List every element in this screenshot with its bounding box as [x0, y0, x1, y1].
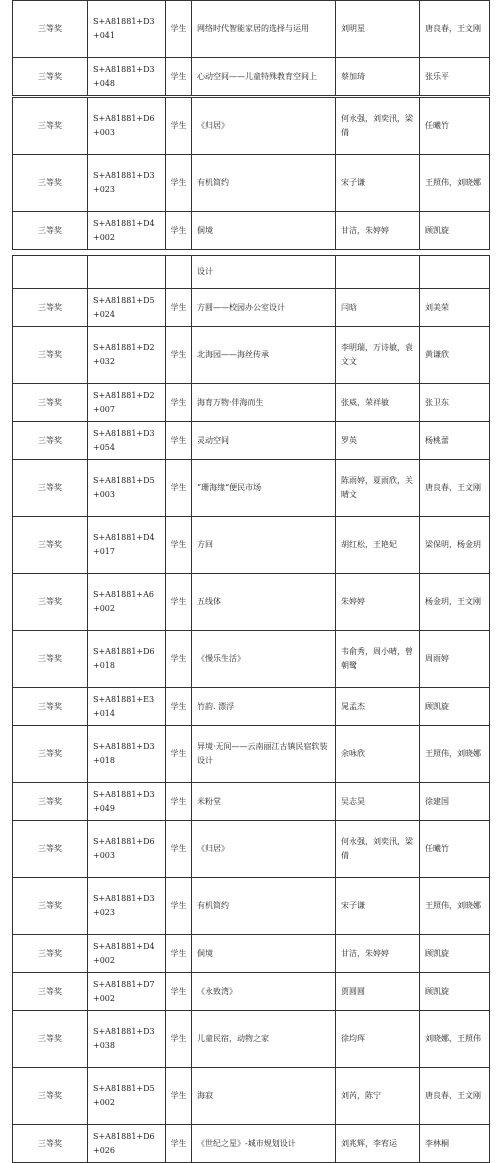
advisor-cell: 任曦竹: [420, 98, 490, 155]
advisor-cell: 唐良春，王文刚: [420, 460, 490, 517]
award-level-cell: 三等奖: [13, 821, 88, 878]
table-row: [13, 726, 490, 783]
advisor-cell: 唐良春，王文刚: [420, 1, 490, 58]
advisor-cell: 李林桐: [420, 1125, 490, 1163]
authors-cell: 闫晗: [336, 289, 420, 327]
award-level-cell: 三等奖: [13, 98, 88, 155]
table-row: [13, 783, 490, 821]
advisor-cell: 杨金玥，王文刚: [420, 574, 490, 631]
advisor-cell: 刘美荣: [420, 289, 490, 327]
work-title-cell: 海寂: [192, 1068, 336, 1125]
authors-cell: 徐均珲: [336, 1011, 420, 1068]
work-code-cell: S+A81881+D3+023: [88, 155, 166, 212]
award-level-cell: 三等奖: [13, 460, 88, 517]
table-row: [13, 688, 490, 726]
authors-cell: 张威，荣祥敏: [336, 384, 420, 422]
authors-cell: 刘兆辉，李宥运: [336, 1125, 420, 1163]
entrant-type-cell: 学生: [166, 517, 192, 574]
work-code-cell: S+A81881+D3+038: [88, 1011, 166, 1068]
award-level-cell: 三等奖: [13, 935, 88, 973]
advisor-cell: 顾凯旋: [420, 935, 490, 973]
authors-cell: 胡红松，王艳妃: [336, 517, 420, 574]
work-title-cell: 儿童民宿，动物之家: [192, 1011, 336, 1068]
work-title-cell: 侗境: [192, 212, 336, 250]
table-row: [13, 1068, 490, 1125]
award-level-cell: 三等奖: [13, 58, 88, 96]
authors-cell: [336, 256, 420, 289]
entrant-type-cell: 学生: [166, 384, 192, 422]
advisor-cell: 黄谦欣: [420, 327, 490, 384]
table-segment: [12, 0, 489, 96]
table-row: [13, 821, 490, 878]
work-code-cell: S+A81881+D3+049: [88, 783, 166, 821]
award-table: [12, 0, 490, 96]
work-title-cell: 灵动空间: [192, 422, 336, 460]
work-code-cell: S+A81881+D3+048: [88, 58, 166, 96]
authors-cell: 贾圆圆: [336, 973, 420, 1011]
entrant-type-cell: 学生: [166, 58, 192, 96]
entrant-type-cell: [166, 256, 192, 289]
authors-cell: 吴志昊: [336, 783, 420, 821]
entrant-type-cell: 学生: [166, 1, 192, 58]
table-row: [13, 422, 490, 460]
table-row: [13, 98, 490, 155]
work-code-cell: [88, 256, 166, 289]
work-code-cell: S+A81881+D3+023: [88, 878, 166, 935]
table-row: [13, 517, 490, 574]
award-level-cell: 三等奖: [13, 1, 88, 58]
work-code-cell: S+A81881+D5+024: [88, 289, 166, 327]
award-level-cell: 三等奖: [13, 1125, 88, 1163]
entrant-type-cell: 学生: [166, 688, 192, 726]
work-title-cell: 异境·无间——云南丽江古镇民宿软装设计: [192, 726, 336, 783]
authors-cell: 宋子谦: [336, 878, 420, 935]
authors-cell: 蔡加琦: [336, 58, 420, 96]
advisor-cell: 张卫东: [420, 384, 490, 422]
award-level-cell: 三等奖: [13, 631, 88, 688]
table-row: [13, 935, 490, 973]
award-level-cell: 三等奖: [13, 1011, 88, 1068]
entrant-type-cell: 学生: [166, 726, 192, 783]
table-row: [13, 1011, 490, 1068]
entrant-type-cell: 学生: [166, 460, 192, 517]
entrant-type-cell: 学生: [166, 98, 192, 155]
work-title-cell: 米粉堂: [192, 783, 336, 821]
entrant-type-cell: 学生: [166, 1125, 192, 1163]
table-segment: [12, 97, 489, 250]
authors-cell: 韦俞秀，周小晴，曾朝鹭: [336, 631, 420, 688]
award-level-cell: 三等奖: [13, 1068, 88, 1125]
table-row: [13, 384, 490, 422]
table-row: [13, 1125, 490, 1163]
advisor-cell: 顾凯旋: [420, 688, 490, 726]
authors-cell: 罗英: [336, 422, 420, 460]
work-code-cell: S+A81881+E3+014: [88, 688, 166, 726]
advisor-cell: 周雨婷: [420, 631, 490, 688]
table-row: [13, 327, 490, 384]
award-level-cell: 三等奖: [13, 517, 88, 574]
work-code-cell: S+A81881+D5+002: [88, 1068, 166, 1125]
entrant-type-cell: 学生: [166, 327, 192, 384]
award-level-cell: 三等奖: [13, 422, 88, 460]
work-title-cell: 有机简约: [192, 155, 336, 212]
work-code-cell: S+A81881+D3+018: [88, 726, 166, 783]
work-title-cell: 设计: [192, 256, 336, 289]
authors-cell: 刘明星: [336, 1, 420, 58]
award-level-cell: 三等奖: [13, 574, 88, 631]
table-row: [13, 155, 490, 212]
table-row: [13, 878, 490, 935]
authors-cell: 李明瑞，万诗敏，袁文文: [336, 327, 420, 384]
award-level-cell: 三等奖: [13, 289, 88, 327]
table-row: [13, 460, 490, 517]
work-code-cell: S+A81881+D4+002: [88, 935, 166, 973]
work-title-cell: 有机简约: [192, 878, 336, 935]
award-level-cell: 三等奖: [13, 688, 88, 726]
table-row: [13, 58, 490, 96]
work-title-cell: 侗境: [192, 935, 336, 973]
work-title-cell: 网络时代智能家居的选择与运用: [192, 1, 336, 58]
advisor-cell: 梁保明，杨金玥: [420, 517, 490, 574]
work-title-cell: 《世纪之星》-城市规划设计: [192, 1125, 336, 1163]
award-level-cell: [13, 256, 88, 289]
authors-cell: 晁孟杰: [336, 688, 420, 726]
work-code-cell: S+A81881+D3+054: [88, 422, 166, 460]
work-code-cell: S+A81881+D6+003: [88, 821, 166, 878]
work-title-cell: 《永致湾》: [192, 973, 336, 1011]
advisor-cell: 王照伟，刘晓娜: [420, 726, 490, 783]
table-row: [13, 289, 490, 327]
work-title-cell: 五线体: [192, 574, 336, 631]
advisor-cell: 刘晓娜，王照伟: [420, 1011, 490, 1068]
entrant-type-cell: 学生: [166, 289, 192, 327]
entrant-type-cell: 学生: [166, 783, 192, 821]
work-code-cell: S+A81881+D5+003: [88, 460, 166, 517]
advisor-cell: 任曦竹: [420, 821, 490, 878]
work-title-cell: 竹韵. 漂浮: [192, 688, 336, 726]
table-row: [13, 1, 490, 58]
authors-cell: 何永强，刘奕汛，梁倩: [336, 98, 420, 155]
award-level-cell: 三等奖: [13, 327, 88, 384]
entrant-type-cell: 学生: [166, 878, 192, 935]
work-title-cell: 北海园——海丝传承: [192, 327, 336, 384]
work-code-cell: S+A81881+D3+041: [88, 1, 166, 58]
entrant-type-cell: 学生: [166, 821, 192, 878]
work-title-cell: 方回: [192, 517, 336, 574]
entrant-type-cell: 学生: [166, 212, 192, 250]
advisor-cell: 张乐平: [420, 58, 490, 96]
award-level-cell: 三等奖: [13, 384, 88, 422]
authors-cell: 甘洁，朱婷婷: [336, 935, 420, 973]
table-row: [13, 574, 490, 631]
work-code-cell: S+A81881+D6+003: [88, 98, 166, 155]
entrant-type-cell: 学生: [166, 935, 192, 973]
work-title-cell: 《归居》: [192, 98, 336, 155]
authors-cell: 刘芮，陈宁: [336, 1068, 420, 1125]
entrant-type-cell: 学生: [166, 155, 192, 212]
table-segment: [12, 255, 489, 1163]
table-row: [13, 212, 490, 250]
work-code-cell: S+A81881+D2+032: [88, 327, 166, 384]
advisor-cell: [420, 256, 490, 289]
work-title-cell: 《慢乐生活》: [192, 631, 336, 688]
work-title-cell: ”珊海缘“便民市场: [192, 460, 336, 517]
advisor-cell: 杨桃蕾: [420, 422, 490, 460]
advisor-cell: 王照伟，刘晓娜: [420, 155, 490, 212]
work-code-cell: S+A81881+D6+018: [88, 631, 166, 688]
entrant-type-cell: 学生: [166, 422, 192, 460]
work-code-cell: S+A81881+D4+017: [88, 517, 166, 574]
work-code-cell: S+A81881+A6+002: [88, 574, 166, 631]
advisor-cell: 顾凯旋: [420, 212, 490, 250]
work-title-cell: 海育万物·伴海而生: [192, 384, 336, 422]
authors-cell: 余咏欣: [336, 726, 420, 783]
table-row: [13, 631, 490, 688]
table-row: [13, 256, 490, 289]
entrant-type-cell: 学生: [166, 574, 192, 631]
entrant-type-cell: 学生: [166, 1011, 192, 1068]
work-code-cell: S+A81881+D2+007: [88, 384, 166, 422]
work-code-cell: S+A81881+D6+026: [88, 1125, 166, 1163]
authors-cell: 宋子谦: [336, 155, 420, 212]
work-code-cell: S+A81881+D4+002: [88, 212, 166, 250]
award-level-cell: 三等奖: [13, 155, 88, 212]
award-level-cell: 三等奖: [13, 783, 88, 821]
authors-cell: 陈雨婷，夏雨欣，关晴文: [336, 460, 420, 517]
award-level-cell: 三等奖: [13, 212, 88, 250]
work-title-cell: 《归居》: [192, 821, 336, 878]
work-title-cell: 心动空间——儿童特殊教育空间上: [192, 58, 336, 96]
work-code-cell: S+A81881+D7+002: [88, 973, 166, 1011]
award-table: [12, 255, 490, 1163]
work-title-cell: 方圆——校园办公室设计: [192, 289, 336, 327]
award-level-cell: 三等奖: [13, 973, 88, 1011]
table-row: [13, 973, 490, 1011]
authors-cell: 何永强，刘奕汛，梁倩: [336, 821, 420, 878]
advisor-cell: 徐建国: [420, 783, 490, 821]
entrant-type-cell: 学生: [166, 631, 192, 688]
award-table: [12, 97, 490, 250]
advisor-cell: 顾凯旋: [420, 973, 490, 1011]
advisor-cell: 唐良春，王文刚: [420, 1068, 490, 1125]
entrant-type-cell: 学生: [166, 973, 192, 1011]
authors-cell: 甘洁，朱婷婷: [336, 212, 420, 250]
entrant-type-cell: 学生: [166, 1068, 192, 1125]
award-level-cell: 三等奖: [13, 726, 88, 783]
award-level-cell: 三等奖: [13, 878, 88, 935]
authors-cell: 朱婷婷: [336, 574, 420, 631]
advisor-cell: 王照伟，刘晓娜: [420, 878, 490, 935]
